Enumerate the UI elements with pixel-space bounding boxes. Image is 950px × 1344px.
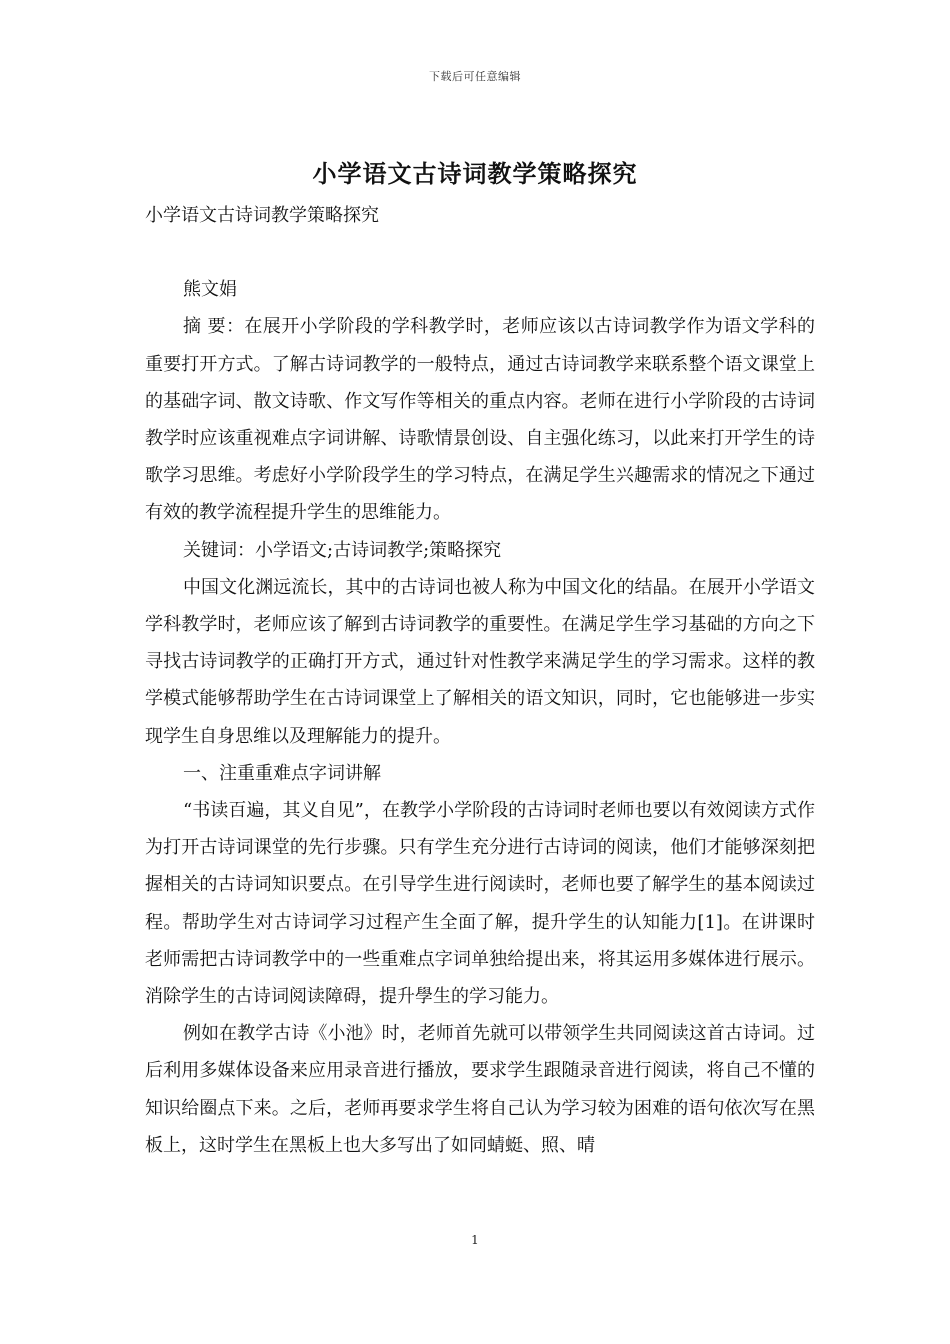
document-title: 小学语文古诗词教学策略探究 [312,159,638,188]
body-paragraph: “书读百遍，其义自见”，在教学小学阶段的古诗词时老师也要以有效阅读方式作为打开古诗词课堂的先行步骤。只有学生充分进行古诗词的阅读，他们才能够深刻把握相关的古诗词知识要点。在引导学生进行阅读时，老师也要了解学生的基本阅读过程。帮助学生对古诗词学习过程产生全面了解，提升学生的认知能力[1]。在讲课时老师需把古诗词教学中的一些重难点字词单独给提出来，将其运用多媒体进行展示。消除学生的古诗词阅读障碍，提升學生的学习能力。 [145,800,815,1008]
section-heading: 一、注重重难点字词讲解 [183,762,381,784]
body-paragraph: 例如在教学古诗《小池》时，老师首先就可以带领学生共同阅读这首古诗词。过后利用多媒体设备来应用录音进行播放，要求学生跟随录音进行阅读，将自己不懂的知识给圈点下来。之后，老师再要求学生将自己认为学习较为困难的语句依次写在黑板上，这时学生在黑板上也大多写出了如同蜻蜓、照、晴 [145,1023,815,1156]
document-body [145,197,815,1164]
author: 熊文娟 [183,279,237,301]
page-number: 1 [471,1233,479,1247]
keywords-paragraph: 关键词：小学语文;古诗词教学;策略探究 [183,539,502,561]
subtitle: 小学语文古诗词教学策略探究 [145,205,379,226]
blank-line [145,234,815,271]
intro-paragraph: 中国文化渊远流长，其中的古诗词也被人称为中国文化的结晶。在展开小学语文学科教学时，老师应该了解到古诗词教学的重要性。在满足学生学习基础的方向之下寻找古诗词教学的正确打开方式，通过针对性教学来满足学生的学习需求。这样的教学模式能够帮助学生在古诗词课堂上了解相关的语文知识，同时，它也能够进一步实现学生自身思维以及理解能力的提升。 [145,576,815,747]
header-note: 下载后可任意编辑 [429,70,521,83]
abstract-paragraph: 摘 要：在展开小学阶段的学科教学时，老师应该以古诗词教学作为语文学科的重要打开方式。了解古诗词教学的一般特点，通过古诗词教学来联系整个语文课堂上的基础字词、散文诗歌、作文写作等相关的重点内容。老师在进行小学阶段的古诗词教学时应该重视难点字词讲解、诗歌情景创设、自主强化练习，以此来打开学生的诗歌学习思维。考虑好小学阶段学生的学习特点，在满足学生兴趣需求的情况之下通过有效的教学流程提升学生的思维能力。 [145,316,815,524]
